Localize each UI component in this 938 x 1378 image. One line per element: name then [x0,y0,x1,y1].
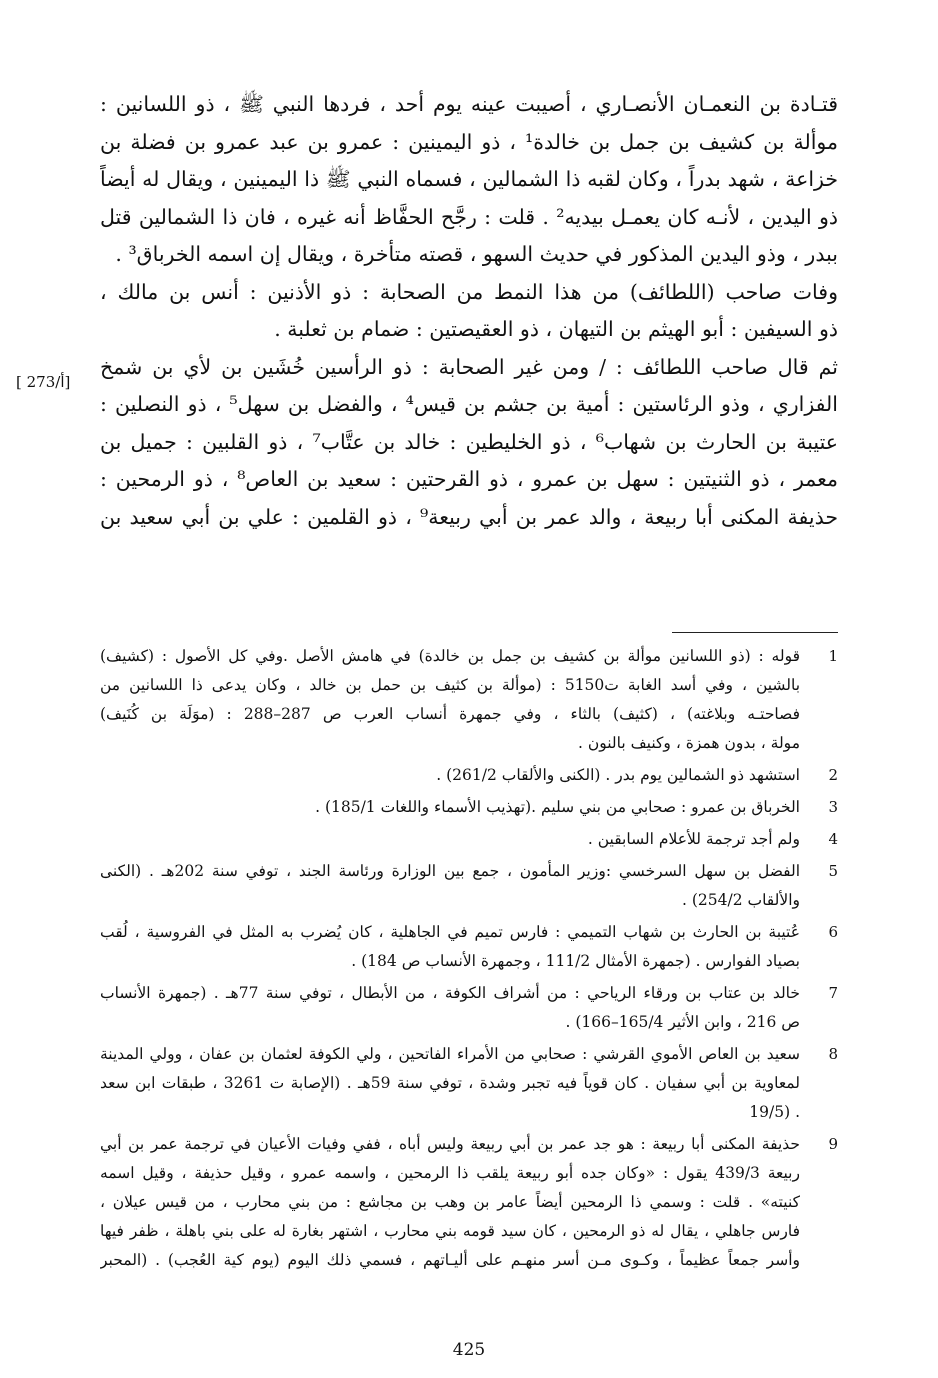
footnote [100,825,838,854]
text-line: خزاعة ، شهد بدراً ، وكان لقبه ذا الشمالين ، فسماه النبي ﷺ ذا اليمينين ، ويقال له أيضاً [100,167,838,191]
footnote-line: والألقاب 254/2) . [681,891,800,909]
footnote-line: الفضل بن سهل السرخسي :وزير المأمون ، جمع بين الوزارة ورئاسة الجند ، توفي سنة 202هـ . (الكنى [100,862,800,880]
footnote-line: خالد بن عتاب بن ورقاء الرياحي : من أشراف الكوفة ، من الأبطال ، توفي سنة 77هـ . (جمهرة الأنساب [100,984,800,1002]
footnote [100,793,838,822]
footnote [100,642,838,758]
footnote [100,1040,838,1127]
footnote-number: 7 [828,984,838,1002]
margin-folio-reference: [ 273/أ] [16,373,71,391]
text-line: ببدر ، وذو اليدين المذكور في حديث السهو ، قصته متأخرة ، ويقال إن اسمه الخرباق³ . [115,242,838,266]
footnote-line: حذيفة المكنى أبا ربيعة : هو جد عمر بن أبي ربيعة وليس أباه ، ففي وفيات الأعيان في ترجمة عمر بن أبي [100,1135,800,1153]
text-line: الفزاري ، وذو الرئاستين : أمية بن جشم بن قيس⁴ ، والفضل بن سهل⁵ ، ذو النصلين : [100,392,838,416]
footnote-number: 6 [828,923,838,941]
text-line: وفات صاحب (اللطائف) من هذا النمط من الصحابة : ذو الأذنين : أنس بن مالك ، [100,279,838,304]
footnote [100,857,838,915]
text-line: عتيبة بن الحارث بن شهاب⁶ ، ذو الخليطين : خالد بن عتَّاب⁷ ، ذو القلبين : جميل بن [100,429,838,454]
footnote-number: 4 [828,830,838,848]
footnote [100,918,838,976]
footnote-number: 8 [828,1045,838,1063]
footnote-number: 2 [828,766,838,784]
footnote-line: كنيته» . قلت : وسمي ذا الرمحين أيضاً عامر بن وهب بن مجاشع : من بني محارب ، من قيس عيلان ، [100,1193,800,1211]
footnote-number: 9 [828,1135,838,1153]
footnote-line: بالشين ، وفي أسد الغابة ت5150 : (موألة بن كثيف بن حمل بن خالد ، وكان يدعى ذا اللسانين من [100,676,800,694]
footnote-line: لمعاوية بن أبي سفيان . كان قوياً فيه تجبر وشدة ، توفي سنة 59هـ . (الإصابة ت 3261 ، طبقات ابن سعد [100,1074,800,1092]
footnote-line: ربيعة 439/3 يقول : «وكان جده أبو ربيعة يلقب ذا الرمحين ، واسمه عمرو ، وقيل حذيفة ، وقيل اسمه [100,1164,800,1182]
footnote [100,761,838,790]
footnote-line: فارس جاهلي ، يقال له ذو الرمحين ، كان سيد قومه بني محارب ، اشتهر بغارة له على بني باهلة ، ظفر فيها [100,1222,800,1240]
footnote-line: قوله : (ذو اللسانين موألة بن كشيف بن جمل بن خالدة) في هامش الأصل .وفي كل الأصول : (كشيف) [100,647,800,665]
text-line: موألة بن كشيف بن جمل بن خالدة¹ ، ذو اليمينين : عمرو بن عبد عمرو بن فضلة بن [100,129,838,154]
footnote-line: استشهد ذو الشمالين يوم بدر . (الكنى والألقاب 261/2) . [436,766,800,784]
text-line: معمر ، ذو الثنيتين : سهل بن عمرو ، ذو القرحتين : سعيد بن العاص⁸ ، ذو الرمحين : [100,467,838,491]
footnote-line: . (19/5 [749,1103,800,1121]
footnote-line: فصاحتـه وبلاغته) ، (كثيف) بالثاء ، وفي جمهرة أنساب العرب ص 287–288 : (موَلَة بن كُنَيف) [100,705,800,723]
footnotes [100,642,838,1278]
text-line: قتـادة بن النعمـان الأنصـاري ، أصيبت عينه يوم أحد ، فردها النبي ﷺ ، ذو اللسانين : [100,92,838,116]
footnote-line: وأسر جمعاً عظيماً ، وكـوى مـن أسر منهـم على أليـاتهم ، فسمي ذلك اليوم (يوم كية العُجب) . (المحبر [100,1251,800,1269]
footnote-divider [672,632,838,633]
footnote-number: 5 [828,862,838,880]
text-line: ذو السيفين : أبو الهيثم بن التيهان ، ذو العقيصتين : ضمام بن ثعلبة . [274,317,838,341]
footnote-line: عُتيبة بن الحارث بن شهاب التميمي : فارس تميم في الجاهلية ، كان يُضرب به المثل في الفروسية ، لُقب [100,923,800,941]
main-text [100,86,838,536]
text-line: ذو اليدين ، لأنـه كان يعمـل بيديه² . قلت : رجَّح الحفَّاظ أنه غيره ، فان ذا الشمالين قتل [100,204,838,229]
footnote-line: ص 216 ، وابن الأثير 165/4–166) . [565,1013,800,1031]
footnote [100,1130,838,1275]
footnote-line: ولم أجد ترجمة للأعلام السابقين . [587,830,800,848]
footnote-line: مولة ، بدون همزة ، وكنيف بالنون . [578,734,800,752]
footnote-number: 3 [828,798,838,816]
footnote-line: سعيد بن العاص الأموي القرشي : صحابي من الأمراء الفاتحين ، ولي الكوفة لعثمان بن عفان ، وولي المدينة [100,1045,800,1063]
text-line: ثم قال صاحب اللطائف : / ومن غير الصحابة : ذو الرأسين خُشَين بن لأي بن شمخ [100,354,838,379]
footnote-line: بصياد الفوارس . (جمهرة الأمثال 111/2 ، وجمهرة الأنساب ص 184) . [351,952,800,970]
footnote-number: 1 [828,647,838,665]
footnote-line: الخرباق بن عمرو : صحابي من بني سليم .(تهذيب الأسماء واللغات 185/1) . [315,798,800,816]
footnote [100,979,838,1037]
page-number: 425 [452,1340,486,1360]
text-line: حذيفة المكنى أبا ربيعة ، والد عمر بن أبي ربيعة⁹ ، ذو القلمين : علي بن أبي سعيد بن [100,504,838,529]
